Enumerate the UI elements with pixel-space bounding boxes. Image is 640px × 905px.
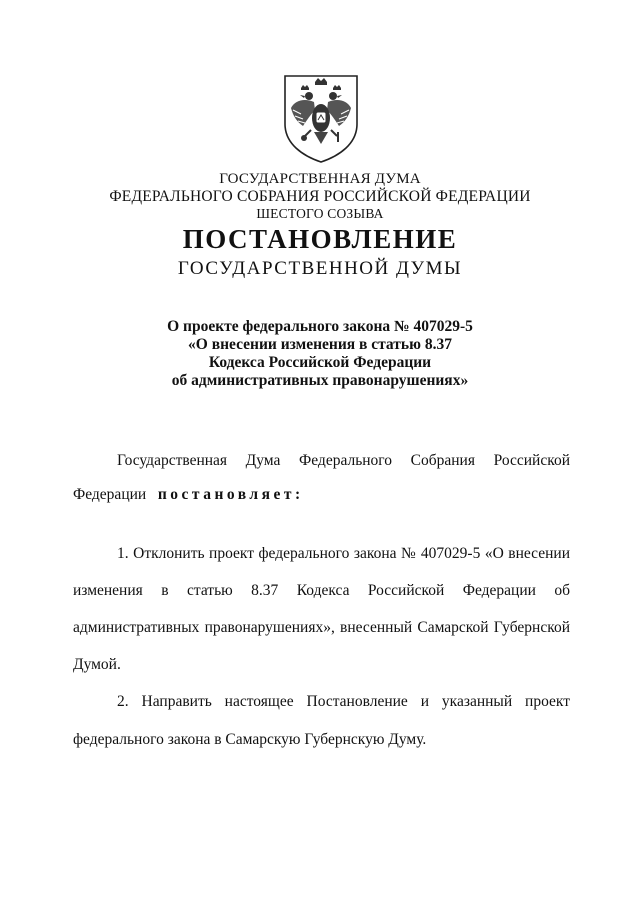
- preamble-resolves: постановляет:: [157, 486, 304, 503]
- org-line-convocation: ШЕСТОГО СОЗЫВА: [256, 206, 384, 221]
- org-line-state-duma: ГОСУДАРСТВЕННАЯ ДУМА: [219, 171, 421, 187]
- clause1-line-1: 1. Отклонить проект федерального закона № 407029-5 «О внесении: [117, 545, 570, 562]
- org-line-federal-assembly: ФЕДЕРАЛЬНОГО СОБРАНИЯ РОССИЙСКОЙ ФЕДЕРАЦИИ: [109, 188, 531, 205]
- double-headed-eagle-coat-of-arms-icon: [281, 72, 361, 164]
- clause1-line-3: административных правонарушениях», внесенный Самарской Губернской: [73, 619, 570, 636]
- clause1-line-4: Думой.: [73, 656, 121, 673]
- subject-line-1: О проекте федерального закона № 407029-5: [167, 318, 473, 335]
- subject-line-2: «О внесении изменения в статью 8.37: [188, 336, 452, 353]
- subject-line-3: Кодекса Российской Федерации: [208, 354, 432, 371]
- preamble-line-1: Государственная Дума Федерального Собрания Российской: [117, 452, 570, 469]
- document-subtitle: ГОСУДАРСТВЕННОЙ ДУМЫ: [177, 258, 463, 279]
- preamble-federation: Федерации: [73, 486, 147, 503]
- preamble-line-2: [73, 486, 570, 504]
- subject-line-4: об административных правонарушениях»: [171, 372, 469, 389]
- clause2-line-2: федерального закона в Самарскую Губернскую Думу.: [73, 731, 427, 748]
- document-title: ПОСТАНОВЛЕНИЕ: [182, 224, 458, 254]
- clause1-line-2: изменения в статью 8.37 Кодекса Российской Федерации об: [73, 582, 570, 599]
- clause2-line-1: 2. Направить настоящее Постановление и указанный проект: [117, 693, 570, 710]
